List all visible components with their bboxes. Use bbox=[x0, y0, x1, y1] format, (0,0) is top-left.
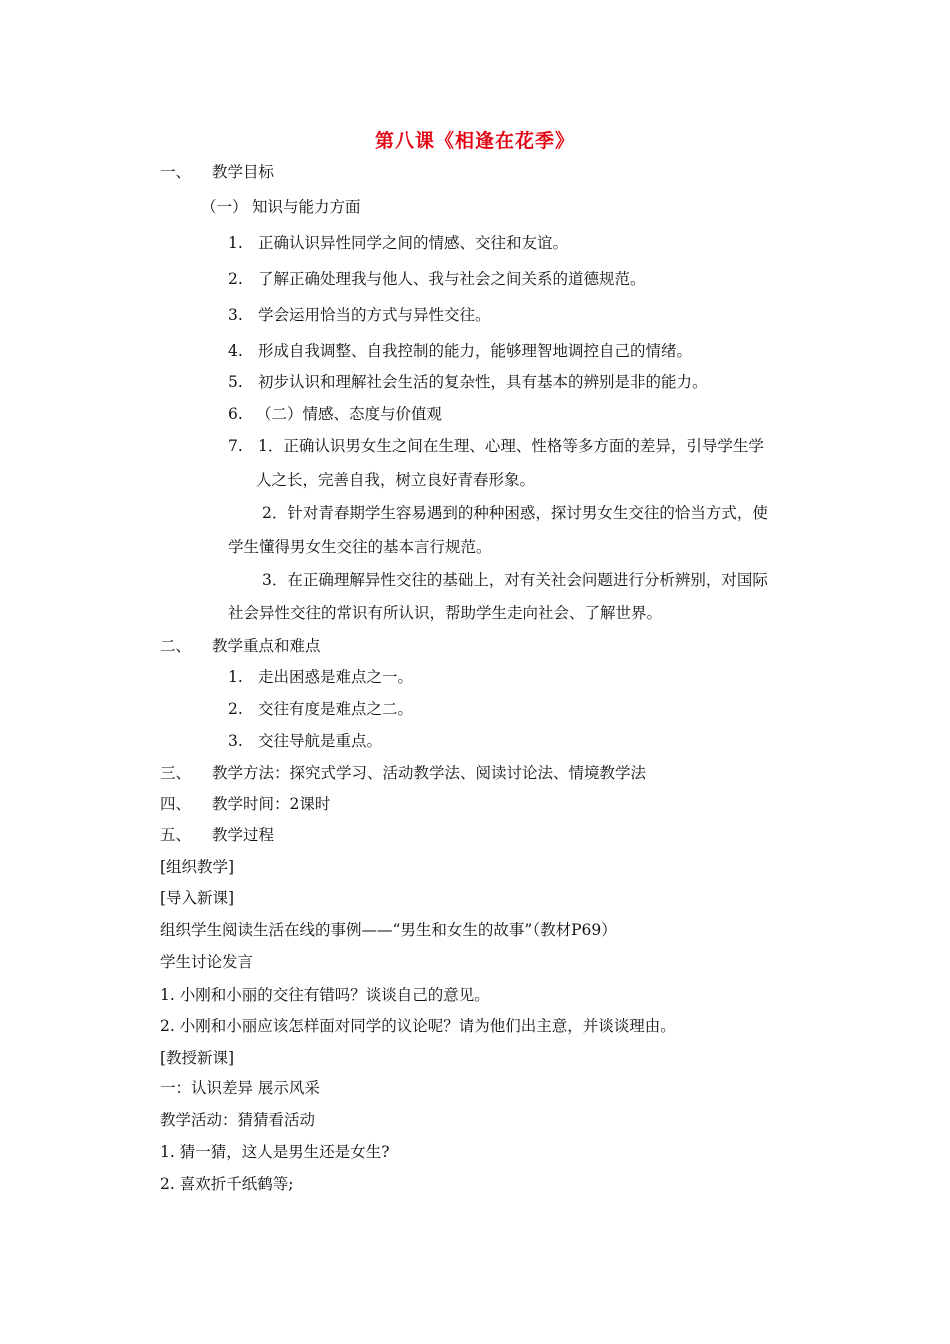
body-line: 组织学生阅读生活在线的事例——“男生和女生的故事”（教材P69） bbox=[160, 921, 617, 939]
section-number: 一、 bbox=[160, 163, 192, 181]
body-line: 2. 喜欢折千纸鹤等; bbox=[160, 1175, 294, 1193]
body-line: 1. 猜一猜，这人是男生还是女生? bbox=[160, 1143, 390, 1161]
document-title: 第八课《相逢在花季》 bbox=[374, 130, 575, 152]
section-text: 教学目标 bbox=[212, 163, 275, 181]
body-line: 1. 小刚和小丽的交往有错吗？谈谈自己的意见。 bbox=[160, 986, 490, 1004]
body-line: [导入新课] bbox=[160, 889, 235, 907]
body-line: 一：认识差异 展示风采 bbox=[160, 1079, 320, 1097]
paragraph-line: 2．针对青春期学生容易遇到的种种困惑，探讨男女生交往的恰当方式，使 bbox=[262, 504, 768, 522]
body-line: [组织教学] bbox=[160, 858, 235, 876]
paragraph-continuation: 人之长，完善自我，树立良好青春形象。 bbox=[256, 471, 536, 489]
body-line: [教授新课] bbox=[160, 1049, 235, 1067]
body-line: 2. 小刚和小丽应该怎样面对同学的议论呢？请为他们出主意，并谈谈理由。 bbox=[160, 1017, 676, 1035]
paragraph-line: 社会异性交往的常识有所认识，帮助学生走向社会、了解世界。 bbox=[228, 604, 663, 622]
body-line: 教学活动：猜猜看活动 bbox=[160, 1111, 316, 1129]
body-line: 学生讨论发言 bbox=[160, 953, 254, 971]
paragraph-line: 学生懂得男女生交往的基本言行规范。 bbox=[228, 538, 492, 556]
paragraph-line: 3．在正确理解异性交往的基础上，对有关社会问题进行分析辨别，对国际 bbox=[262, 571, 768, 589]
